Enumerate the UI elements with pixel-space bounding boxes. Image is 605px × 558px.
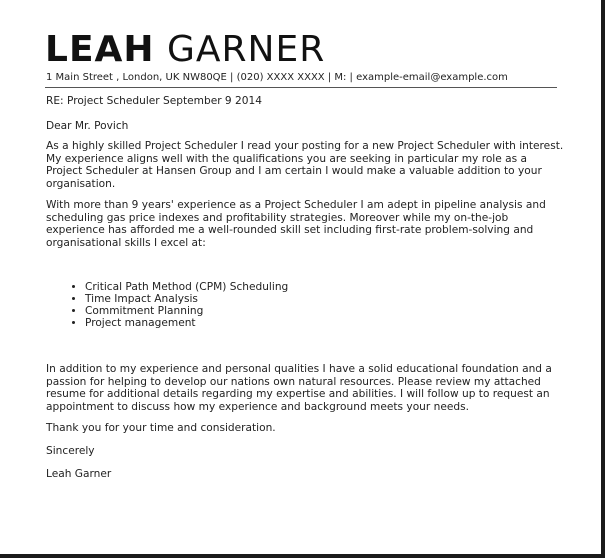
subject-line: RE: Project Scheduler September 9 2014 bbox=[46, 95, 262, 107]
closing: Sincerely bbox=[46, 445, 95, 457]
header-divider bbox=[45, 87, 557, 88]
thanks-line: Thank you for your time and consideration. bbox=[46, 422, 276, 434]
skills-list bbox=[46, 281, 585, 329]
last-name: GARNER bbox=[166, 29, 326, 70]
list-item: • Project management bbox=[85, 317, 585, 329]
list-item: • Time Impact Analysis bbox=[85, 293, 585, 305]
paragraph-education: In addition to my experience and personal qualities I have a solid educational foundation and a passion for helping to develop our nations own natural resources. Please review my attached resume for additional details regarding my expertise and abilities. I will follow up to request an appointment to discuss how my experience and background meets your needs. bbox=[46, 363, 552, 413]
paragraph-experience: With more than 9 years' experience as a Project Scheduler I am adept in pipeline analysis and scheduling gas price indexes and profitability strategies. Moreover while my on-the-job experience has afforded me a well-rounded skill set including first-rate problem-solving and organisational skills I excel at: bbox=[46, 199, 546, 249]
paragraph-intro: As a highly skilled Project Scheduler I read your posting for a new Project Scheduler with interest. My experience aligns well with the qualifications you are seeking in particular my role as a Project Scheduler at Hansen Group and I am certain I would make a valuable addition to your organisation. bbox=[46, 140, 564, 190]
list-item: • Commitment Planning bbox=[85, 305, 585, 317]
contact-line: 1 Main Street , London, UK NW80QE | (020) XXXX XXXX | M: | example-email@example.com bbox=[46, 72, 508, 83]
salutation: Dear Mr. Povich bbox=[46, 120, 129, 132]
signature-name: Leah Garner bbox=[46, 468, 112, 480]
first-name: LEAH bbox=[45, 29, 155, 70]
list-item: • Critical Path Method (CPM) Scheduling bbox=[85, 281, 585, 293]
applicant-name bbox=[45, 30, 325, 70]
